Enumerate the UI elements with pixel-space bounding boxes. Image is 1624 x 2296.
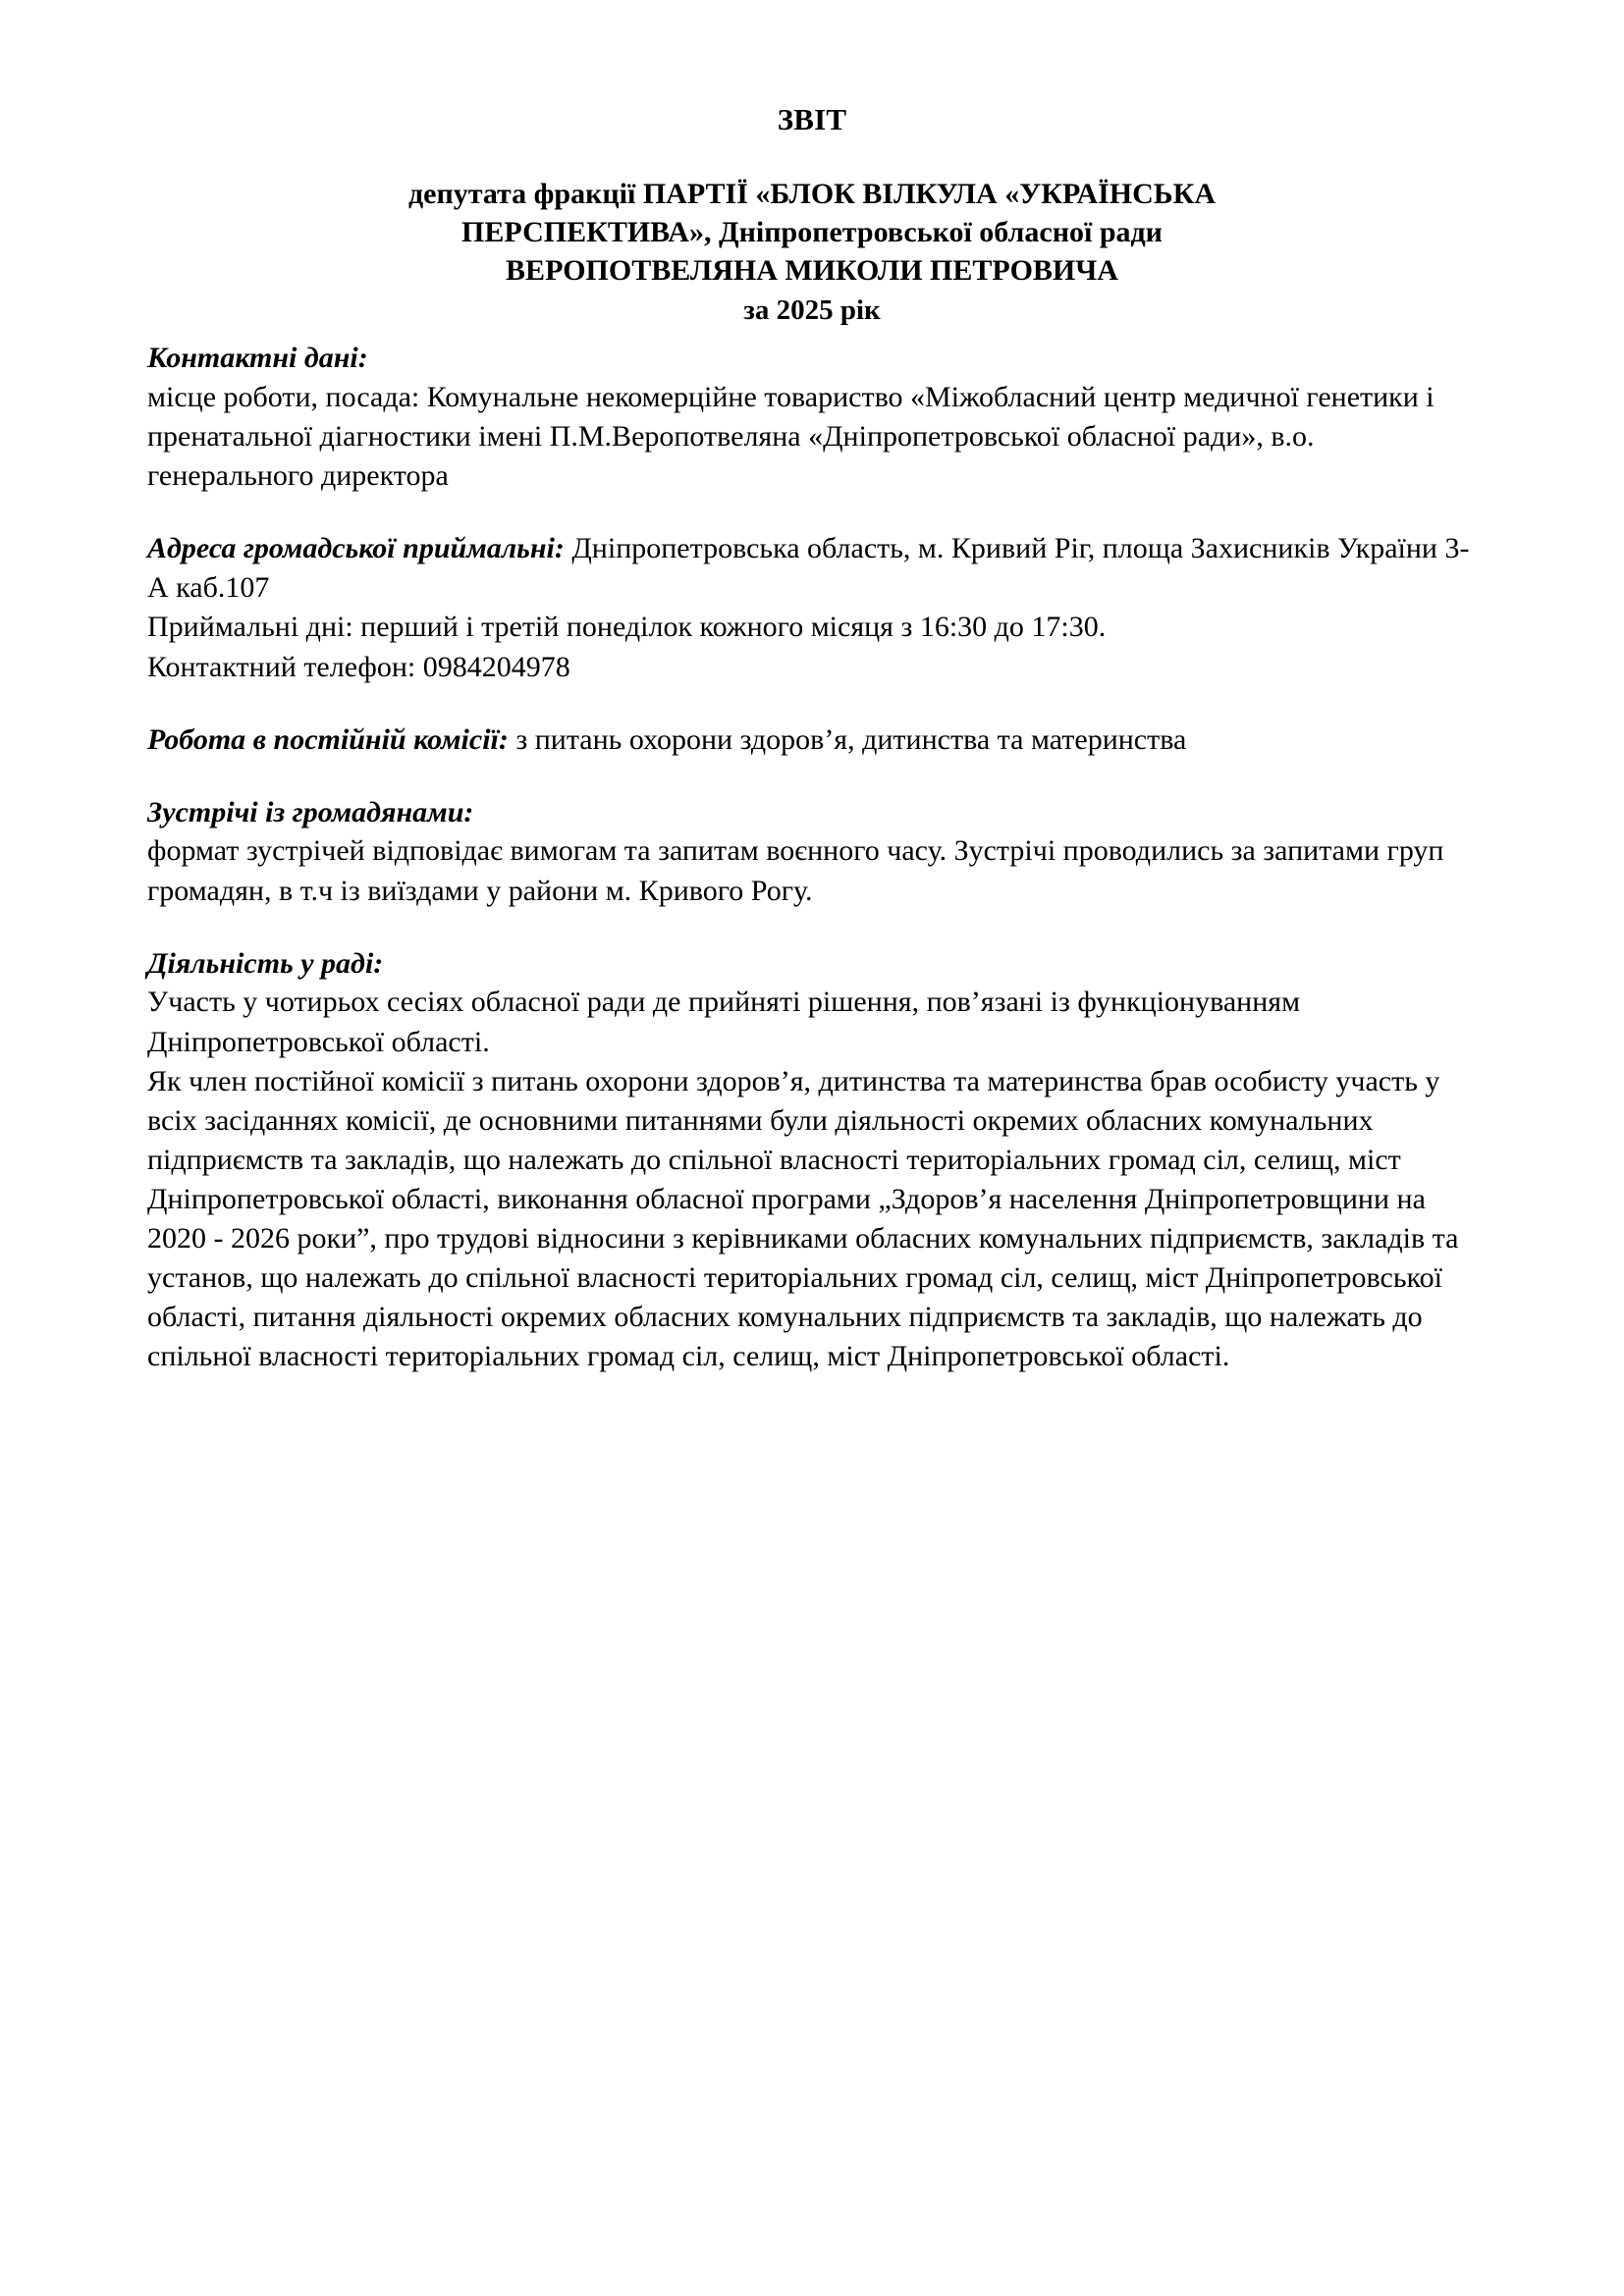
section-council-activity — [147, 944, 1477, 1376]
spacer — [147, 496, 1477, 529]
section-heading-citizen-meetings: Зустрічі із громадянами: — [147, 795, 474, 828]
spacer — [147, 687, 1477, 721]
section-committee-line — [147, 721, 1477, 760]
section-address-line — [147, 529, 1477, 608]
section-body-citizen-meetings: формат зустрічей відповідає вимогам та запитам воєнного часу. Зустрічі проводились за запитами груп громадян, в т.ч із виїздами у райони м. Кривого Рогу. — [147, 834, 1444, 907]
title-line-3: ВЕРОПОТВЕЛЯНА МИКОЛИ ПЕТРОВИЧА — [506, 253, 1118, 287]
section-committee-value: з питань охорони здоров’я, дитинства та материнства — [508, 722, 1187, 756]
section-heading-standing-committee: Робота в постійній комісії: — [147, 722, 509, 756]
section-address-value: Дніпропетровська область, м. Кривий Ріг, площа Захисників України 3-А каб.107 — [147, 532, 1470, 605]
section-standing-committee — [147, 721, 1477, 760]
section-heading-council-activity: Діяльність у раді: — [147, 946, 384, 980]
title-line-1: депутата фракції ПАРТІЇ «БЛОК ВІЛКУЛА «УКРАЇНСЬКА — [407, 177, 1217, 210]
section-body-contact: місце роботи, посада: Комунальне некомерційне товариство «Міжобласний центр медичної генетики і пренатальної діагностики імені П.М.Веропотвеляна «Дніпропетровської обласної ради», в.о. генерального директора — [147, 381, 1435, 493]
council-activity-par-1: Участь у чотирьох сесіях обласної ради де прийняті рішення, пов’язані із функціонуванням Дніпропетровської області. — [147, 986, 1301, 1058]
council-activity-par-2: Як член постійної комісії з питань охорони здоров’я, дитинства та материнства брав особисту участь у всіх засіданнях комісії, де основними питаннями були діяльності окремих обласних комунальних підприємств та закладів, що належать до спільної власності територіальних громад сіл, селищ, міст Дніпропетровської області, виконання обласної програми „Здоров’я населення Дніпропетровщини на 2020 - 2026 роки”, про трудові відносини з керівниками обласних комунальних підприємств, закладів та установ, що належать до спільної власності територіальних громад сіл, селищ, міст Дніпропетровської області, питання діяльності окремих обласних комунальних підприємств та закладів, що належать до спільної власності територіальних громад сіл, селищ, міст Дніпропетровської області. — [147, 1064, 1459, 1372]
spacer — [147, 911, 1477, 944]
section-reception-address — [147, 529, 1477, 686]
document-title-block — [147, 175, 1477, 330]
document-heading: ЗВІТ — [777, 102, 847, 136]
section-citizen-meetings — [147, 793, 1477, 911]
section-heading-contact: Контактні дані: — [147, 342, 368, 375]
title-line-year: за 2025 рік — [743, 294, 881, 326]
title-line-2: ПЕРСПЕКТИВА», Дніпропетровської обласної ради — [461, 215, 1163, 248]
spacer — [147, 329, 1477, 339]
reception-days: Приймальні дні: перший і третій понеділок кожного місяця з 16:30 до 17:30. — [147, 611, 1107, 644]
spacer — [147, 760, 1477, 793]
section-heading-reception-address: Адреса громадської приймальні: — [147, 532, 565, 565]
section-contact — [147, 339, 1477, 496]
contact-phone: Контактний телефон: 0984204978 — [147, 650, 570, 683]
